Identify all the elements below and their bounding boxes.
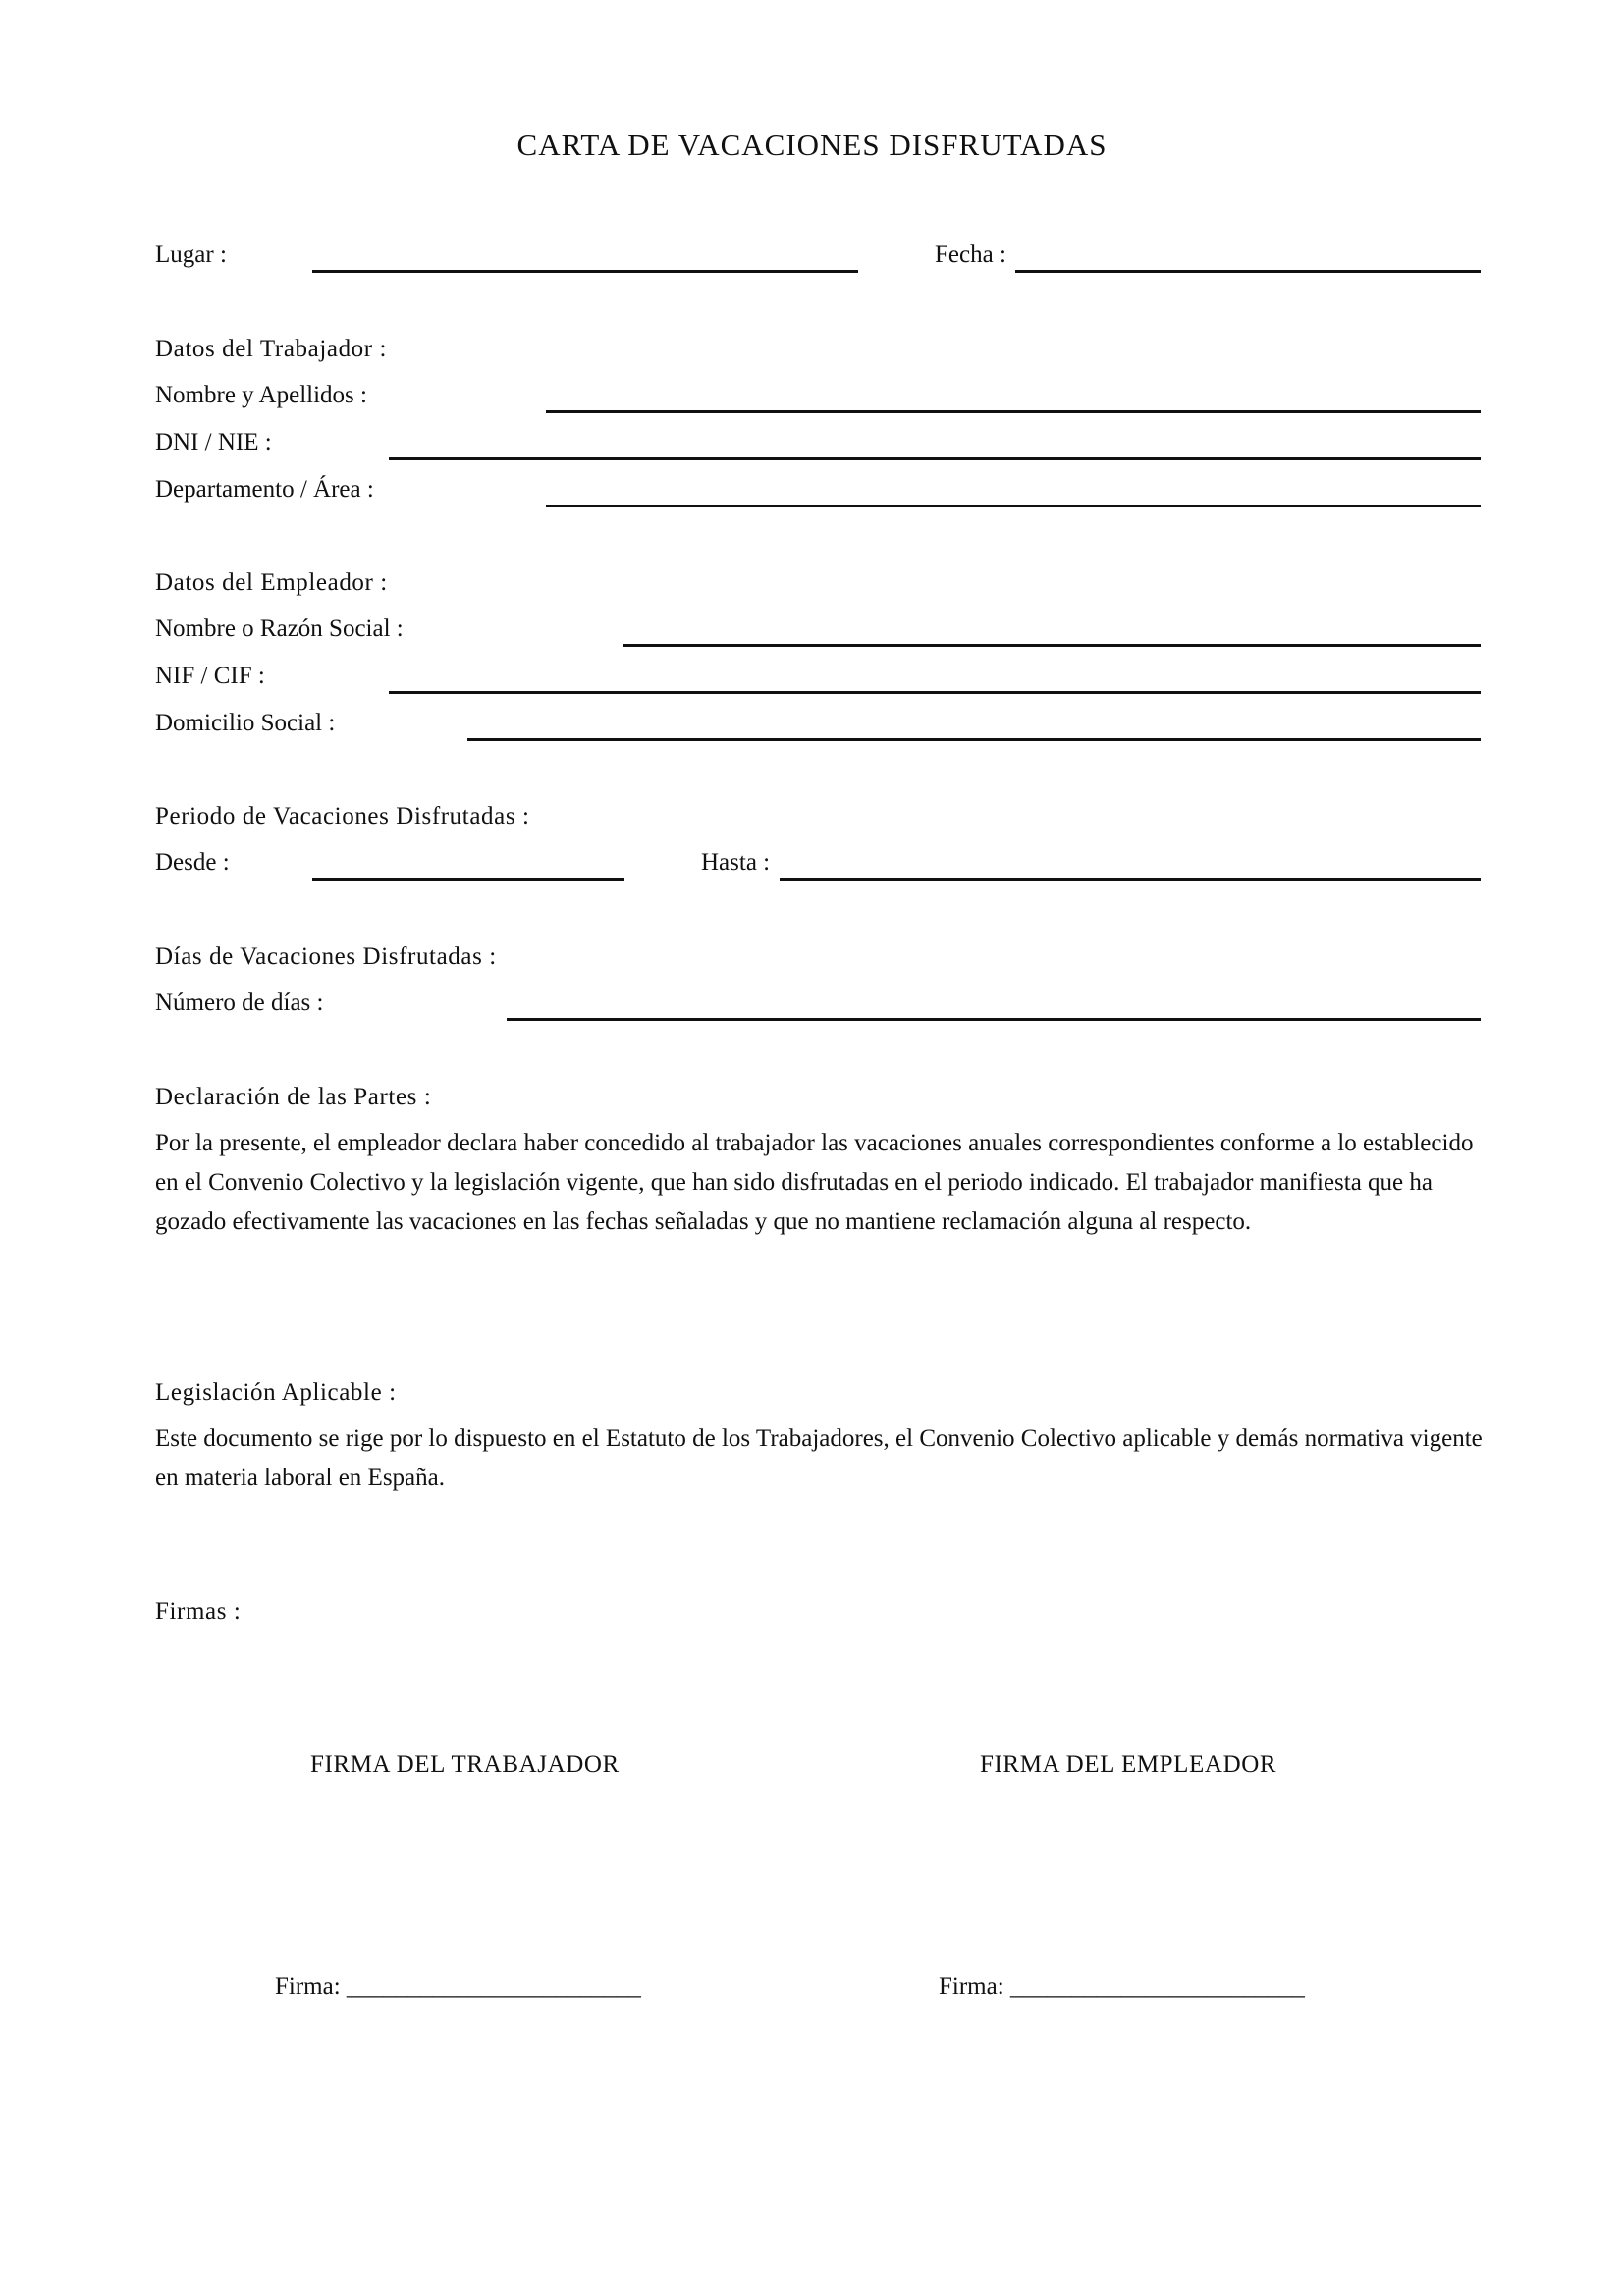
departamento-field[interactable] bbox=[546, 505, 1481, 507]
firma-trabajador-title: FIRMA DEL TRABAJADOR bbox=[310, 1751, 620, 1778]
dni-nie-label: DNI / NIE : bbox=[155, 429, 272, 455]
lugar-field[interactable] bbox=[312, 270, 858, 273]
declaracion-paragraph: Por la presente, el empleador declara haber concedido al trabajador las vacaciones anuales correspondientes conforme a lo establecido en el Convenio Colectivo y la legislación vigente, que han sido disfrutadas en el periodo indicado. El trabajador manifiesta que ha gozado efectivamente las vacaciones en las fechas señaladas y que no mantiene reclamación alguna al respecto. bbox=[155, 1130, 1474, 1235]
legislacion-section-heading: Legislación Aplicable : bbox=[155, 1379, 397, 1406]
trabajador-section-heading: Datos del Trabajador : bbox=[155, 336, 388, 362]
document-title: CARTA DE VACACIONES DISFRUTADAS bbox=[516, 128, 1108, 162]
desde-field[interactable] bbox=[312, 878, 624, 881]
firma-trabajador-line[interactable]: Firma: ________________________ bbox=[275, 1973, 641, 2000]
firmas-section-heading: Firmas : bbox=[155, 1598, 242, 1625]
lugar-label: Lugar : bbox=[155, 241, 227, 268]
hasta-label: Hasta : bbox=[701, 849, 771, 876]
periodo-section-heading: Periodo de Vacaciones Disfrutadas : bbox=[155, 803, 530, 829]
razon-social-field[interactable] bbox=[623, 644, 1481, 647]
empleador-section-heading: Datos del Empleador : bbox=[155, 569, 388, 596]
nombre-apellidos-field[interactable] bbox=[546, 410, 1481, 413]
hasta-field[interactable] bbox=[780, 878, 1481, 881]
nombre-apellidos-label: Nombre y Apellidos : bbox=[155, 382, 367, 408]
dias-section-heading: Días de Vacaciones Disfrutadas : bbox=[155, 943, 497, 970]
desde-label: Desde : bbox=[155, 849, 230, 876]
firma-empleador-line[interactable]: Firma: ________________________ bbox=[939, 1973, 1305, 2000]
departamento-label: Departamento / Área : bbox=[155, 476, 374, 503]
fecha-label: Fecha : bbox=[935, 241, 1006, 268]
nif-cif-label: NIF / CIF : bbox=[155, 663, 265, 689]
numero-dias-label: Número de días : bbox=[155, 989, 324, 1016]
razon-social-label: Nombre o Razón Social : bbox=[155, 615, 404, 642]
legislacion-paragraph: Este documento se rige por lo dispuesto en el Estatuto de los Trabajadores, el Convenio Colectivo aplicable y demás normativa vigente en materia laboral en España. bbox=[155, 1425, 1483, 1491]
firma-empleador-title: FIRMA DEL EMPLEADOR bbox=[980, 1751, 1277, 1778]
domicilio-social-label: Domicilio Social : bbox=[155, 710, 336, 736]
fecha-field[interactable] bbox=[1015, 270, 1481, 273]
numero-dias-field[interactable] bbox=[507, 1018, 1481, 1021]
domicilio-social-field[interactable] bbox=[467, 738, 1481, 741]
nif-cif-field[interactable] bbox=[389, 691, 1481, 694]
dni-nie-field[interactable] bbox=[389, 457, 1481, 460]
declaracion-section-heading: Declaración de las Partes : bbox=[155, 1084, 432, 1110]
